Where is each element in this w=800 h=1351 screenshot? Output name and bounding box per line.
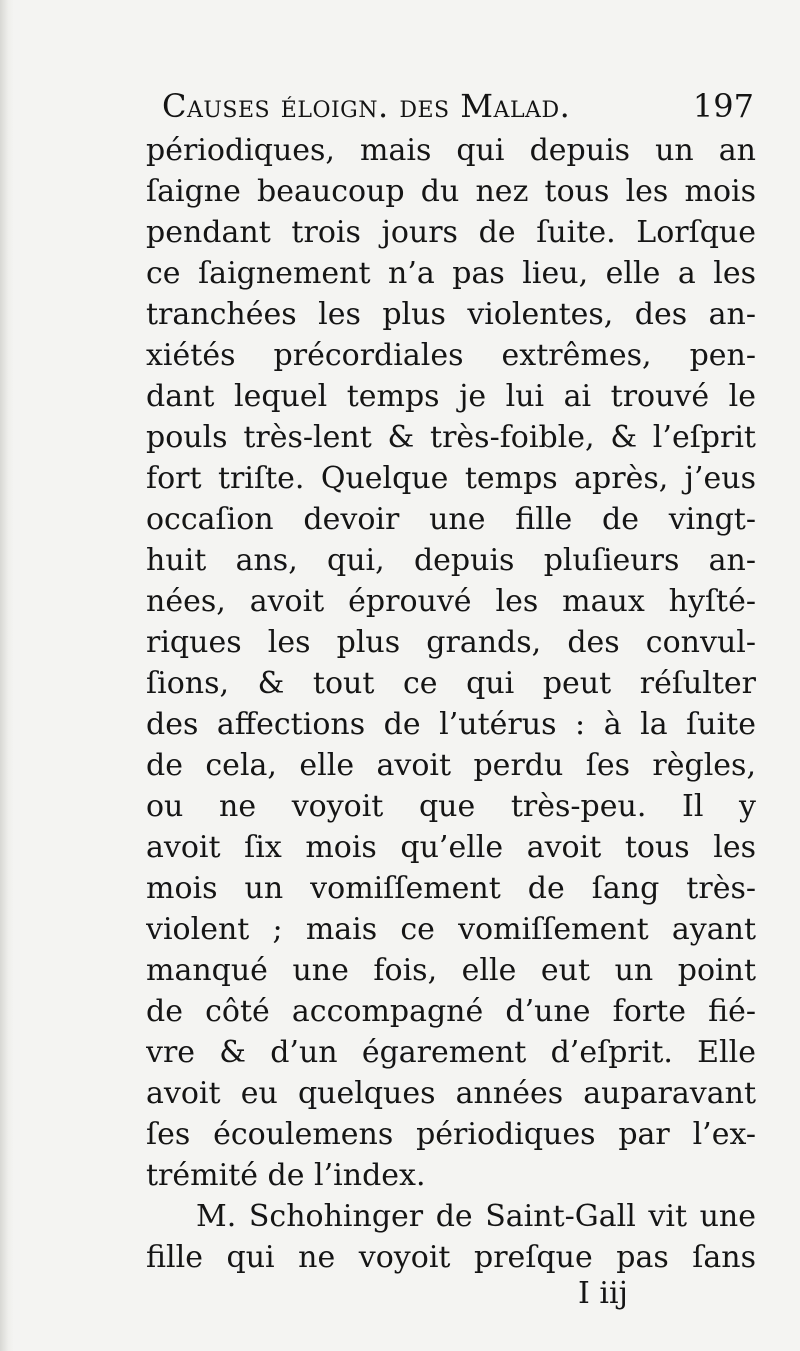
text-line: dant lequel temps je lui ai trouvé le — [146, 379, 756, 414]
text-line: fort triſte. Quelque temps après, j’eus — [146, 461, 756, 496]
body-text — [146, 130, 756, 1278]
paragraph-first-line: M. Schohinger de Saint-Gall vit une — [196, 1199, 756, 1234]
text-line: des affections de l’utérus : à la ſuite — [146, 707, 756, 742]
text-line: fille qui ne voyoit preſque pas ſans — [146, 1240, 756, 1275]
text-line: pendant trois jours de ſuite. Lorſque — [146, 215, 756, 250]
text-line: ſions, & tout ce qui peut réſulter — [146, 666, 756, 701]
text-line: périodiques, mais qui depuis un an — [146, 133, 756, 168]
text-line: nées, avoit éprouvé les maux hyſté- — [146, 584, 756, 619]
text-line: de cela, elle avoit perdu ſes règles, — [146, 748, 756, 783]
text-line: ſes écoulemens périodiques par l’ex- — [146, 1117, 756, 1152]
text-line: manqué une fois, elle eut un point — [146, 953, 756, 988]
page-number: 197 — [692, 87, 754, 125]
text-line: ſaigne beaucoup du nez tous les mois — [146, 174, 756, 209]
text-line: xiétés précordiales extrêmes, pen- — [146, 338, 756, 373]
text-line: vre & d’un égarement d’eſprit. Elle — [146, 1035, 756, 1070]
running-head-title: Causes éloign. des Malad. — [162, 87, 571, 125]
text-line: huit ans, qui, depuis pluſieurs an- — [146, 543, 756, 578]
signature-mark: I iij — [578, 1276, 628, 1311]
text-line: ce ſaignement n’a pas lieu, elle a les — [146, 256, 756, 291]
text-line: riques les plus grands, des convul- — [146, 625, 756, 660]
text-line: mois un vomiſſement de ſang très- — [146, 871, 756, 906]
text-line: de côté accompagné d’une forte fié- — [146, 994, 756, 1029]
text-line: ou ne voyoit que très-peu. Il y — [146, 789, 756, 824]
text-line: occaſion devoir une fille de vingt- — [146, 502, 756, 537]
text-line: pouls très-lent & très-foible, & l’eſprit — [146, 420, 756, 455]
running-head — [148, 84, 754, 128]
text-line: violent ; mais ce vomiſſement ayant — [146, 912, 756, 947]
text-line: avoit ſix mois qu’elle avoit tous les — [146, 830, 756, 865]
text-line: tranchées les plus violentes, des an- — [146, 297, 756, 332]
page-binding-edge — [0, 0, 14, 1351]
paragraph-last-line: trémité de l’index. — [146, 1158, 426, 1193]
text-line: avoit eu quelques années auparavant — [146, 1076, 756, 1111]
